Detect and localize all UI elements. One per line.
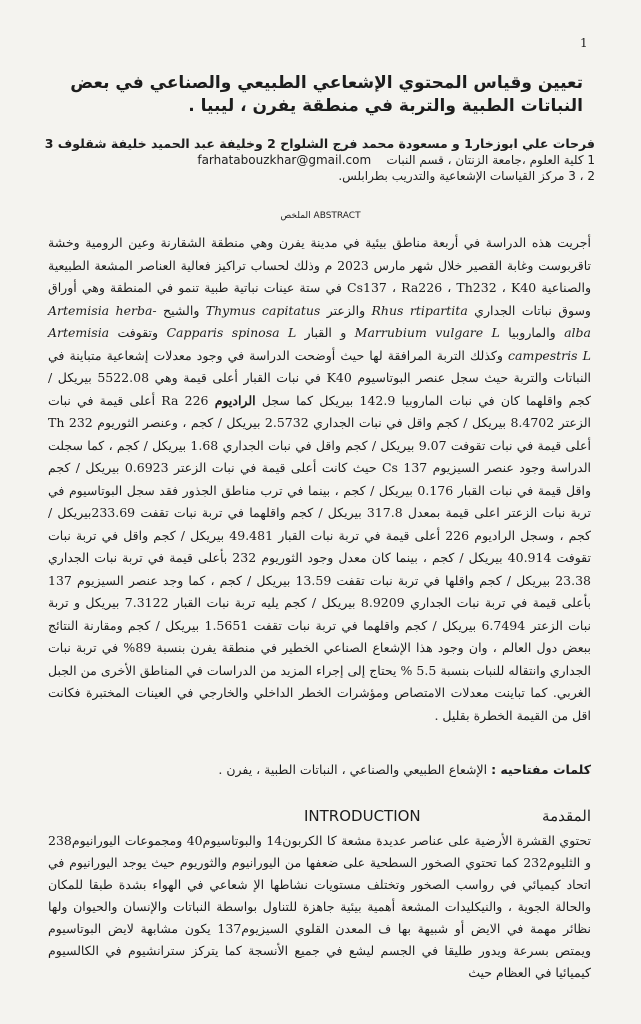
introduction-heading-ar: المقدمة xyxy=(542,807,591,825)
keywords-line xyxy=(48,762,591,777)
abstract-text: أجريت هذه الدراسة في أربعة مناطق بيئية في مدينة يفرن وهي منطقة الشقارنة وعين الرومية وخشة تاقربوست وغابة القصير خلال شهر مارس 2023 م وذلك لحساب تراكيز فعالية العناصر المشعة الطبيعية والصناعية Cs137 ، Ra226 ، Th232 ، K40 في ستة عينات نباتية طبية تنمو في المنطقة وهي أوراق وسوق نباتات الجداري xyxy=(48,235,591,318)
affiliation-2: 2 ، 3 مركز القياسات الإشعاعية والتدريب بطرابلس. xyxy=(338,169,595,183)
introduction-heading xyxy=(48,807,591,827)
affiliation-1: 1 كلية العلوم ،جامعة الزنتان ، قسم النبات xyxy=(386,153,595,167)
abstract-text: و القبار xyxy=(304,325,347,340)
species-name: Artemisia herba-alba xyxy=(48,302,592,340)
species-name: Capparis spinosa L xyxy=(166,325,297,340)
author-names: فرحات علي ابوزخار1 و مسعودة محمد فرج الشلواح 2 وخليفة عبد الحميد خليفة شقلوف 3 xyxy=(44,136,595,151)
keywords-text: الإشعاع الطبيعي والصناعي ، النباتات الطبية ، يفرن . xyxy=(218,762,488,777)
abstract-text: وتقوفت xyxy=(117,325,159,340)
abstract-text: وكذلك التربة المرافقة لها حيث أوضحت الدراسة في وجود معدلات إشعاعية متباينة في النباتات والتربة حيث سجل عنصر البوتاسيوم K40 في نبات القبار أعلى قيمة وهي 5522.08 بيريكل / كجم واقلهما كان في نبات الماروبيا 142.9 بيريكل كما سجل xyxy=(48,347,592,408)
paper-title: تعيين وقياس المحتوي الإشعاعي الطبيعي والصناعي في بعض النباتات الطبية والتربة في منطقة يفرن ، ليبيا . xyxy=(70,73,583,116)
author-email[interactable]: farhatabouzkhar@gmail.com xyxy=(197,153,372,167)
abstract-text: Ra 226 أعلى قيمة في نبات الزعتر 8.4702 بيريكل / كجم واقل في نبات الجداري 2.5732 بيريكل / كجم ، وعنصر الثوريوم Th 232 أعلى قيمة في نبات تقوفت 9.07 بيريكل / كجم واقل في نبات الجداري 1.68 بيريكل / كجم ، كما سجلت الدراسة وجود عنصر السيزيوم Cs 137 حيث كانت أعلى قيمة في نبات الزعتر 0.6923 بيريكل / كجم واقل قيمة في نبات القبار 0.176 بيريكل / كجم ، بينما في ترب مناطق الجذور فقد سجل البوتاسيوم في تربة نبات الزعتر اعلى قيمة بمعدل 317.8 بيريكل / كجم واقلهما في تربة نبات تقفت 233.69بيريكل / كجم ، وسجل الراديوم 226 أعلى قيمة في تربة نبات القبار 49.481 بيريكل / كجم واقل في تربة نبات تقوفت 40.914 بيريكل / كجم ، بينما كان معدل وجود الثوريوم 232 بأعلى قيمة في تربة نبات الجداري 23.38 بيريكل / كجم واقلها في تربة نبات تقفت 13.59 بيريكل / كجم ، كما وجد عنصر السيزيوم 137 بأعلى قيمة في تربة نبات الجداري 8.9209 بيريكل / كجم يليه تربة نبات القبار 7.3122 بيريكل و تربة نبات الزعتر 6.7494 بيريكل / كجم واقلهما في تربة نبات تقفت 1.5651 بيريكل / كجم ومقارنة النتائج ببعض دول العالم ، وان وجود هذا الإشعاع الصناعي الخطير في منطقة يفرن بنسبة 89% في تربة نبات الجداري وانتقاله للنبات بنسبة 5.5 % يحتاج إلى إجراء المزيد من الدراسات في المناطق الأخرى من الجبل الغربي. كما تباينت معدلات الامتصاص ومؤشرات الخطر الداخلي والخارجي في العينات المختبرة فكانت اقل من القيمة الخطرة بقليل . xyxy=(48,392,592,723)
species-name: Artemisia campestris L xyxy=(48,325,591,363)
species-name: Marrubium vulgare L xyxy=(354,325,500,340)
introduction-body: تحتوي القشرة الأرضية على عناصر عديدة مشعة كا الكربون14 والبوتاسيوم40 ومجموعات اليورانيوم238 و الثليوم232 كما تحتوي الصخور السطحية على ضعفها من اليورانيوم والثوريوم حيث يوجد اليورانيوم في اتحاد كيميائي في رواسب الصخور وتختلف مستويات نشاطها الإ شعاعي في الهواء بشدة طبقا للمكان والحالة الجوية ، والنيكليدات المشعة أهمية بيئية جاهزة للتناول بواسطة النباتات والإنسان والحيوان ولها نظائر مهمة في الايض أو شبيهة بها ف المعدن القلوي السيزيوم137 يكون مشابهة لايض البوتاسيوم ويمتص بسرعة ويدور طليقا في الجسم ليشع في جميع الأنسجة كما يتركز سترانشيوم في الكالسيوم كيميائيا في العظام حيث xyxy=(48,833,591,980)
radium-word: الراديوم xyxy=(214,392,256,408)
page-number: 1 xyxy=(580,36,588,50)
species-name: Thymus capitatus xyxy=(205,302,321,318)
affiliation-1-line xyxy=(40,152,595,168)
authors-block xyxy=(40,136,595,184)
abstract-text: والماروبيا xyxy=(508,325,556,340)
species-name: Rhus rtipartita xyxy=(371,302,468,318)
abstract-body xyxy=(48,232,591,727)
keywords-label: كلمات مفتاحيه : xyxy=(491,762,591,777)
introduction-heading-en: INTRODUCTION xyxy=(304,807,421,825)
abstract-heading: الملخص ABSTRACT xyxy=(280,211,361,221)
abstract-text: والشيح xyxy=(163,302,200,318)
abstract-text: والزعتر xyxy=(326,302,366,318)
